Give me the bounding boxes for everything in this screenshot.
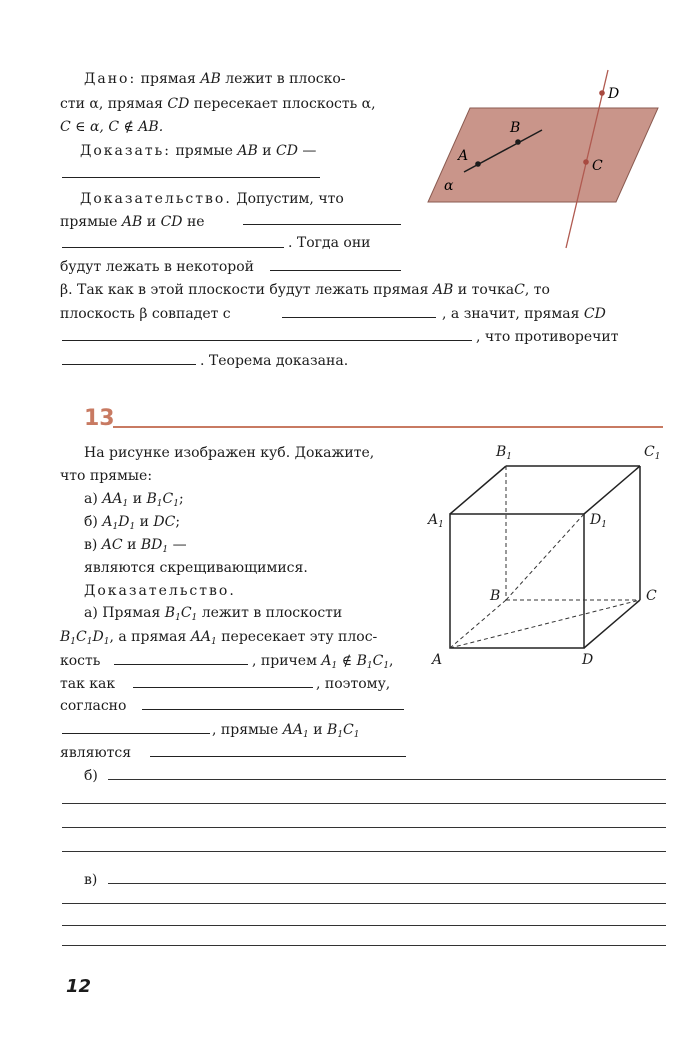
pc-line-3[interactable] — [62, 925, 666, 926]
pa-line-3b: , причем $A_1$ ∉ $B_1C_1$, — [252, 653, 394, 671]
point-c — [583, 159, 589, 165]
proof-line-6a: плоскость β совпадет с — [60, 306, 231, 322]
pa-blank-3[interactable] — [142, 709, 404, 710]
proof-blank-2[interactable] — [62, 247, 284, 248]
proof-blank-1[interactable] — [243, 224, 401, 225]
pc-line-2[interactable] — [62, 903, 666, 904]
pa-blank-2[interactable] — [133, 687, 313, 688]
conclusion: являются скрещивающимися. — [84, 560, 308, 576]
proof-label-13: Доказательство. — [84, 583, 236, 599]
point-a — [475, 161, 481, 167]
pa-line-7: являются — [60, 745, 132, 761]
point-d — [599, 90, 605, 96]
pa-line-4b: , поэтому, — [316, 676, 391, 692]
edge-b1a1 — [450, 466, 506, 514]
pb-label: б) — [84, 768, 98, 784]
proof-line-1: Доказательство. Допустим, что — [80, 191, 344, 207]
prove-line: Доказать: прямые AB и CD — — [80, 143, 317, 159]
label-b: B — [510, 120, 521, 136]
pa-line-4a: так как — [60, 676, 116, 692]
task-number: 13 — [84, 406, 115, 431]
proof-blank-3[interactable] — [270, 270, 401, 271]
edge-cd — [584, 600, 640, 648]
page-number: 12 — [66, 976, 92, 997]
task-rule — [113, 426, 663, 428]
diag-bd1 — [506, 514, 584, 600]
proof-blank-5[interactable] — [62, 340, 472, 341]
proof-line-3: . Тогда они — [288, 235, 371, 251]
proof-line-8: . Теорема доказана. — [200, 353, 349, 369]
label-a1: $A_1$ — [428, 512, 444, 530]
item-a: а) $AA_1$ и $B_1C_1$; — [84, 491, 184, 509]
given-line-1: Дано: прямая AB лежит в плоско- — [84, 71, 346, 87]
pa-blank-4[interactable] — [62, 733, 210, 734]
pc-label: в) — [84, 872, 98, 888]
proof-line-2: прямые AB и CD не — [60, 214, 205, 230]
front-face — [450, 514, 584, 648]
label-alpha: α — [444, 178, 454, 194]
point-b — [515, 139, 521, 145]
label-a: A — [432, 652, 443, 668]
proof-line-5: β. Так как в этой плоскости будут лежать прямая AB и точкаC, то — [60, 282, 550, 298]
pa-line-3a: кость — [60, 653, 101, 669]
given-line-3: C ∈ α, C ∉ AB. — [60, 119, 164, 135]
label-c: C — [592, 158, 603, 174]
label-d1: $D_1$ — [590, 512, 607, 530]
label-d: D — [608, 86, 620, 102]
pb-line-2[interactable] — [62, 803, 666, 804]
item-b: б) $A_1D_1$ и DC; — [84, 514, 181, 532]
proof-line-4: будут лежать в некоторой — [60, 259, 254, 275]
label-b: B — [490, 588, 501, 604]
label-c: C — [646, 588, 657, 604]
label-d: D — [582, 652, 594, 668]
edge-c1d1 — [584, 466, 640, 514]
pb-line-4[interactable] — [62, 851, 666, 852]
label-c1: $C_1$ — [644, 444, 661, 462]
pb-line-1[interactable] — [108, 779, 666, 780]
pa-line-2: $B_1C_1D_1$, а прямая $AA_1$ пересекает эту плос- — [60, 629, 378, 647]
pc-line-1[interactable] — [108, 883, 666, 884]
intro-line-1: На рисунке изображен куб. Докажите, — [84, 445, 375, 461]
proof-blank-6[interactable] — [62, 364, 196, 365]
pa-line-5: согласно — [60, 698, 127, 714]
given-line-2: сти α, прямая CD пересекает плоскость α, — [60, 96, 376, 112]
label-a: A — [458, 148, 469, 164]
prove-blank[interactable] — [62, 177, 320, 178]
label-b1: $B_1$ — [496, 444, 513, 462]
proof-line-7: , что противоречит — [476, 329, 619, 345]
intro-line-2: что прямые: — [60, 468, 153, 484]
proof-blank-4[interactable] — [282, 317, 436, 318]
cube-figure — [420, 436, 670, 676]
proof-line-6b: , а значит, прямая CD — [442, 306, 606, 322]
pa-blank-5[interactable] — [150, 756, 406, 757]
pa-line-1: а) Прямая $B_1C_1$ лежит в плоскости — [84, 605, 343, 623]
pc-line-4[interactable] — [62, 945, 666, 946]
item-c: в) AC и $BD_1$ — — [84, 537, 187, 555]
pa-line-6: , прямые $AA_1$ и $B_1C_1$ — [212, 722, 360, 740]
plane-figure — [420, 60, 670, 260]
pa-blank-1[interactable] — [114, 664, 248, 665]
pb-line-3[interactable] — [62, 827, 666, 828]
